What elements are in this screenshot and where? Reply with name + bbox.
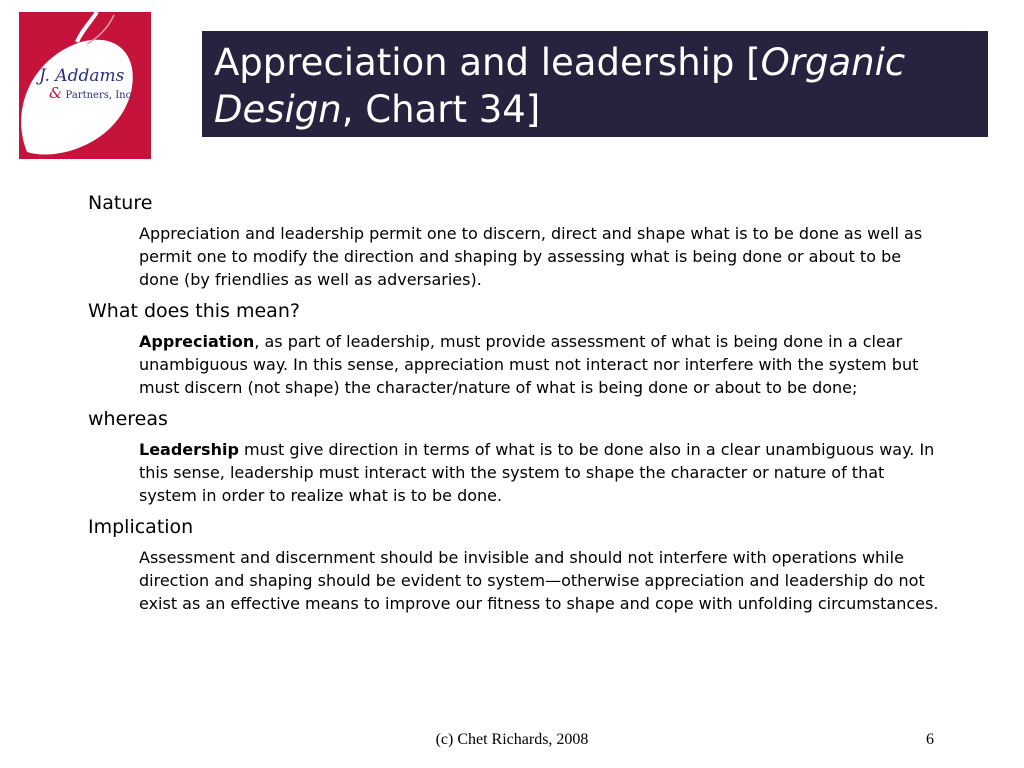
section-text-body: Appreciation and leadership permit one to discern, direct and shape what is to be done as well as permit one to modify the direction and shaping by assessing what is being done or about to be done (by friendlies as well as adversaries).: [139, 224, 923, 289]
section-text-body: Assessment and discernment should be invisible and should not interfere with operations while direction and shaping should be evident to system—otherwise appreciation and leadership do not exist as an effective means to improve our fitness to shape and cope with unfolding circumstances.: [139, 548, 939, 613]
page-number: 6: [926, 731, 934, 748]
title-text-italic: Organic Design: [214, 41, 906, 131]
section-keyword-leadership: Leadership: [139, 440, 239, 459]
section-heading-nature: Nature: [88, 192, 153, 214]
section-text-body: , as part of leadership, must provide assessment of what is being done in a clear unambiguous way. In this sense, appreciation must not interact nor interfere with the system but must discern (not shape) the character/nature of what is being done or about to be done;: [139, 332, 919, 397]
section-heading-whereas: whereas: [88, 408, 168, 430]
company-logo: [19, 12, 151, 159]
section-heading-implication: Implication: [88, 516, 194, 538]
section-text-body: must give direction in terms of what is to be done also in a clear unambiguous way. In this sense, leadership must interact with the system to shape the character or nature of that system in order to realize what is to be done.: [139, 440, 935, 505]
section-text-whereas: [139, 438, 939, 507]
section-text-implication: [139, 546, 939, 615]
logo-subtitle-text: Partners, Inc.: [65, 90, 135, 101]
section-heading-meaning: What does this mean?: [88, 300, 300, 322]
section-text-nature: [139, 222, 939, 291]
section-keyword-appreciation: Appreciation: [139, 332, 255, 351]
footer-copyright: (c) Chet Richards, 2008: [435, 731, 589, 748]
title-text-end: , Chart 34]: [341, 88, 541, 131]
logo-name: J. Addams: [39, 66, 125, 86]
logo-subtitle: [39, 86, 134, 101]
logo-ampersand: &: [49, 84, 63, 102]
logo-wordmark: [39, 68, 134, 101]
slide-title: [202, 31, 988, 137]
title-text-start: Appreciation and leadership [: [214, 41, 761, 84]
slide-body: [88, 190, 948, 622]
section-text-meaning: [139, 330, 939, 399]
